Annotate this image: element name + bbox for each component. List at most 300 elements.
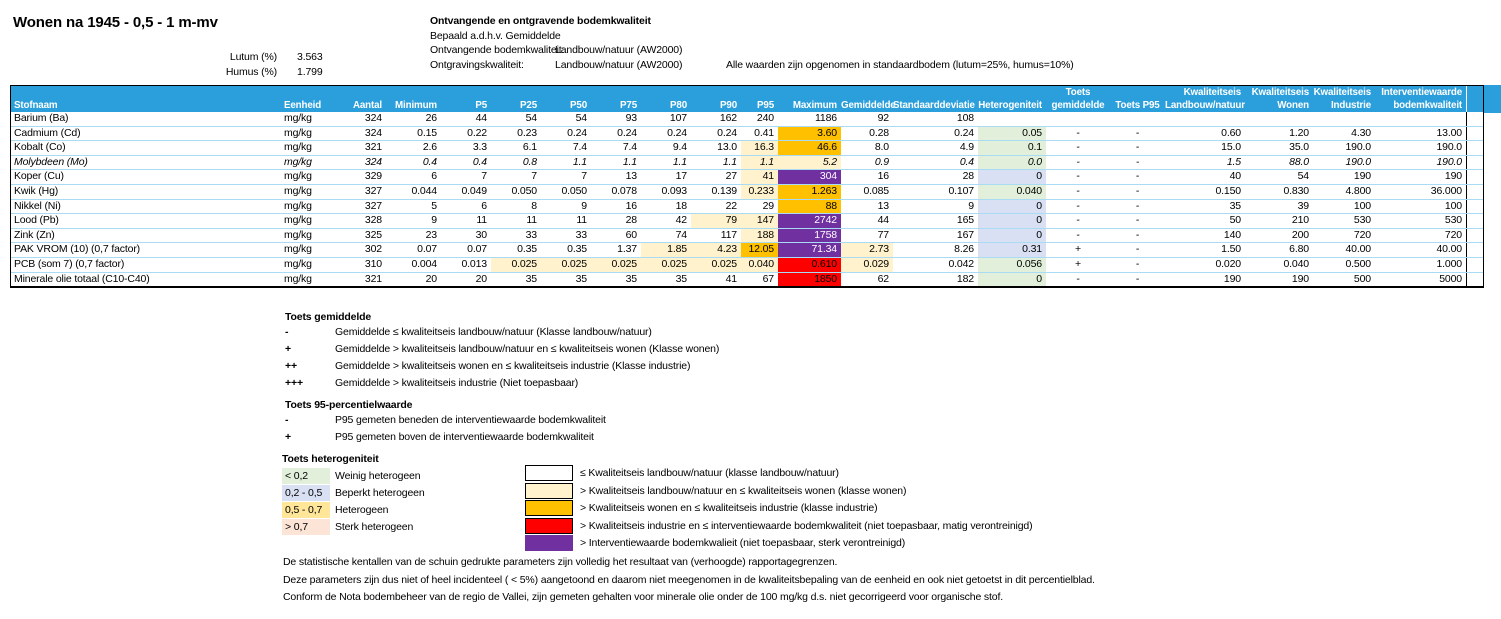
table-cell: 35 [525, 272, 537, 285]
table-cell [1466, 243, 1483, 257]
legend-item [285, 377, 578, 389]
table-cell: - [1076, 272, 1080, 285]
table-cell: 16 [877, 170, 889, 183]
table-cell: 50 [1229, 214, 1241, 227]
table-cell [1466, 214, 1483, 228]
table-cell [1466, 156, 1483, 170]
table-cell: 140 [1223, 228, 1241, 241]
table-cell: 5.2 [778, 156, 841, 170]
table-cell: 0.040 [978, 185, 1046, 199]
table-cell: 0.60 [1221, 126, 1241, 139]
legend-symbol: + [285, 431, 291, 443]
column-header: bodemkwaliteit [1393, 100, 1462, 111]
column-header: P5 [475, 100, 487, 111]
table-cell: 0.41 [754, 126, 774, 139]
table-cell: 15.0 [1221, 141, 1241, 154]
table-cell: 210 [1291, 214, 1309, 227]
table-cell: - [1135, 243, 1140, 256]
table-cell: 0.029 [841, 258, 893, 272]
table-row [11, 200, 1483, 215]
column-header [386, 86, 441, 99]
table-cell: 328 [364, 214, 382, 227]
table-cell: - [1135, 170, 1140, 183]
table-cell: 16 [625, 199, 637, 212]
column-header: Kwaliteitseis [1183, 87, 1241, 98]
table-cell: - [1135, 199, 1140, 212]
table-cell: 3.3 [472, 141, 487, 154]
table-cell: 324 [364, 155, 382, 168]
table-cell: 200 [1291, 228, 1309, 241]
table-cell: 41 [725, 272, 737, 285]
column-header [1466, 99, 1483, 112]
table-cell: 0.500 [1345, 257, 1371, 270]
table-cell: 190 [1291, 272, 1309, 285]
table-cell: 720 [1353, 228, 1371, 241]
table-cell: 1.000 [1436, 257, 1462, 270]
legend-heterogeniteit [282, 453, 425, 539]
info-subheading: Bepaald a.d.h.v. Gemiddelde [430, 30, 561, 42]
table-cell: 0.35 [517, 243, 537, 256]
table-cell: 9 [581, 199, 587, 212]
table-cell: 0.830 [1283, 184, 1309, 197]
table-cell: 30 [475, 228, 487, 241]
table-cell [1466, 170, 1483, 184]
table-cell: 0.093 [661, 184, 687, 197]
column-header [641, 86, 691, 99]
table-cell [1466, 112, 1483, 126]
table-cell: 304 [778, 170, 841, 184]
table-cell: 40.00 [1345, 243, 1371, 256]
table-cell: 7 [531, 170, 537, 183]
legend-text: P95 gemeten beneden de interventiewaarde bodemkwaliteit [335, 414, 606, 426]
table-cell: 0.24 [567, 126, 587, 139]
column-header: Eenheid [284, 100, 322, 111]
substance-name-cell: Lood (Pb) [14, 214, 59, 227]
table-cell: 79 [691, 214, 741, 228]
table-cell: - [1135, 126, 1140, 139]
table-cell: 327 [364, 184, 382, 197]
legend-item [285, 343, 719, 355]
info-row-label: Ontgravingskwaliteit: [430, 59, 524, 71]
table-cell: 9 [431, 214, 437, 227]
unit-cell: mg/kg [284, 112, 312, 124]
table-cell: - [1135, 214, 1140, 227]
table-cell [1375, 112, 1466, 126]
table-cell: 74 [675, 228, 687, 241]
legend-item [285, 414, 606, 426]
column-header: Kwaliteitseis [1251, 87, 1309, 98]
legend-text: > Kwaliteitseis industrie en ≤ interventiewaarde bodemkwaliteit (niet toepasbaar, matig verontreinigd) [580, 519, 1033, 532]
column-header: Landbouw/natuur [1165, 100, 1245, 111]
footnote: Deze parameters zijn dus niet of heel incidenteel ( < 5%) aangetoond en daarom niet meegenomen in de kwaliteitsbepaling van de eenheid en ook niet getoetst in dit percentielblad. [283, 573, 1095, 586]
column-header: Toets [1065, 87, 1091, 98]
table-cell: 321 [364, 272, 382, 285]
table-cell: - [1135, 184, 1140, 197]
table-cell: 0.24 [954, 126, 974, 139]
table-cell: 71.34 [778, 243, 841, 257]
table-cell: 33 [525, 228, 537, 241]
table-cell: 77 [877, 228, 889, 241]
color-swatch [525, 500, 573, 516]
table-cell: 0.610 [778, 258, 841, 272]
unit-cell: mg/kg [284, 170, 312, 183]
column-header [281, 86, 336, 99]
legend-text: Sterk heterogeen [335, 521, 414, 533]
column-header: Standaarddeviatie [893, 100, 975, 111]
color-swatch: > 0,7 [282, 519, 330, 535]
table-cell: 4.30 [1351, 126, 1371, 139]
table-cell: 190.0 [1345, 155, 1371, 168]
table-cell: 108 [956, 112, 974, 124]
table-cell: - [1135, 228, 1140, 241]
humus-label: Humus (%) [225, 66, 277, 78]
table-cell: 60 [625, 228, 637, 241]
table-cell: 35 [625, 272, 637, 285]
table-cell: - [1076, 199, 1080, 212]
table-cell: 1.37 [617, 243, 637, 256]
column-header: gemiddelde [1051, 100, 1105, 111]
table-cell: 7.4 [572, 141, 587, 154]
table-cell: 0.4 [959, 155, 974, 168]
table-cell: 2742 [778, 214, 841, 228]
standard-soil-note: Alle waarden zijn opgenomen in standaardbodem (lutum=25%, humus=10%) [726, 59, 1074, 71]
table-cell: 0.9 [874, 155, 889, 168]
table-cell: 188 [741, 229, 778, 243]
table-cell: 500 [1353, 272, 1371, 285]
footnote: De statistische kentallen van de schuin gedrukte parameters zijn volledig het resultaat van (verhoogde) rapportagegrenzen. [283, 556, 838, 568]
table-cell: 1.5 [1226, 155, 1241, 168]
table-cell [1466, 185, 1483, 199]
column-header: Gemiddelde [841, 100, 896, 111]
table-cell: 36.000 [1430, 184, 1462, 197]
table-cell: 321 [364, 141, 382, 154]
table-cell: 0.044 [411, 184, 437, 197]
table-cell: 6.80 [1289, 243, 1309, 256]
substance-name-cell: Kobalt (Co) [14, 141, 66, 154]
column-header: Heterogeniteit [978, 100, 1042, 111]
table-cell [1466, 141, 1483, 155]
substance-name-cell: Cadmium (Cd) [14, 126, 81, 139]
color-swatch: 0,2 - 0,5 [282, 485, 330, 501]
table-cell: 12.05 [741, 243, 778, 257]
substance-name-cell: Koper (Cu) [14, 170, 64, 183]
unit-cell: mg/kg [284, 141, 312, 154]
table-cell: 0.025 [541, 258, 591, 272]
table-cell [978, 112, 1046, 126]
table-row [11, 127, 1483, 142]
unit-cell: mg/kg [284, 155, 312, 168]
table-cell [1165, 112, 1245, 126]
table-cell: 4.9 [959, 141, 974, 154]
legend-item [285, 360, 690, 372]
column-header [691, 86, 741, 99]
legend-symbol: + [285, 343, 291, 355]
column-header [11, 86, 281, 99]
column-header: P95 [757, 100, 774, 111]
table-cell: 1.20 [1289, 126, 1309, 139]
table-cell: 0.025 [491, 258, 541, 272]
table-cell: 0.050 [511, 184, 537, 197]
table-cell [1046, 112, 1110, 126]
table-cell: 3.60 [778, 127, 841, 141]
table-cell: 4.23 [691, 243, 741, 257]
legend-title: Toets gemiddelde [285, 311, 372, 323]
lutum-label: Lutum (%) [229, 51, 277, 63]
table-cell: 325 [364, 228, 382, 241]
table-cell: 93 [625, 112, 637, 124]
table-cell: 100 [1353, 199, 1371, 212]
legend-text: > Kwaliteitseis landbouw/natuur en ≤ kwaliteitseis wonen (klasse wonen) [580, 484, 907, 497]
table-cell: 0.07 [467, 243, 487, 256]
table-cell: 35.0 [1289, 141, 1309, 154]
table-cell: 13.00 [1436, 126, 1462, 139]
column-header [491, 86, 541, 99]
table-cell: 0.0 [978, 156, 1046, 170]
table-cell: - [1135, 272, 1140, 285]
table-cell [1466, 127, 1483, 141]
table-cell: - [1076, 214, 1080, 227]
table-cell: 16.3 [741, 141, 778, 155]
color-swatch [525, 535, 573, 551]
table-row [11, 141, 1483, 156]
table-cell: 240 [756, 112, 774, 124]
table-cell: 324 [364, 126, 382, 139]
legend-title: Toets 95-percentielwaarde [285, 399, 413, 411]
column-header: P90 [720, 100, 737, 111]
table-cell: 8 [531, 199, 537, 212]
table-cell: 329 [364, 170, 382, 183]
column-header [778, 86, 841, 99]
table-cell: 44 [475, 112, 487, 124]
table-cell: 0.085 [863, 184, 889, 197]
table-cell: 0.107 [948, 184, 974, 197]
table-cell: - [1076, 126, 1080, 139]
header-strip [1484, 85, 1501, 113]
substance-name-cell: Nikkel (Ni) [14, 199, 61, 212]
table-cell: 0 [978, 214, 1046, 228]
legend-symbol: - [285, 326, 289, 338]
table-cell: 4.800 [1345, 184, 1371, 197]
table-cell: - [1076, 170, 1080, 183]
table-cell: 100 [1444, 199, 1462, 212]
table-cell: 0.4 [422, 155, 437, 168]
table-cell: 530 [1353, 214, 1371, 227]
table-cell [1466, 229, 1483, 243]
table-cell: 0.28 [869, 126, 889, 139]
table-cell: 62 [877, 272, 889, 285]
legend-text: Gemiddelde > kwaliteitseis landbouw/natuur en ≤ kwaliteitseis wonen (Klasse wonen) [335, 343, 720, 355]
table-cell: 13 [625, 170, 637, 183]
table-cell: 27 [725, 170, 737, 183]
table-cell: 2.6 [422, 141, 437, 154]
column-header: Wonen [1277, 100, 1309, 111]
table-cell: 41 [741, 170, 778, 184]
table-cell: 44 [877, 214, 889, 227]
table-cell: 0.233 [741, 185, 778, 199]
table-cell: 7 [581, 170, 587, 183]
column-header: Maximum [792, 100, 837, 111]
table-cell: 147 [741, 214, 778, 228]
table-cell: 13 [877, 199, 889, 212]
table-cell: 530 [1444, 214, 1462, 227]
unit-cell: mg/kg [284, 184, 312, 197]
table-cell: 35 [675, 272, 687, 285]
table-cell: 8.0 [874, 141, 889, 154]
table-cell: 46.6 [778, 141, 841, 155]
table-cell [1466, 273, 1483, 287]
legend-text: Gemiddelde ≤ kwaliteitseis landbouw/natuur (Klasse landbouw/natuur) [335, 326, 652, 338]
table-cell: 0.150 [1215, 184, 1241, 197]
table-cell: 0.020 [1215, 257, 1241, 270]
table-cell: 0.025 [641, 258, 691, 272]
legend-text: Beperkt heterogeen [335, 487, 425, 499]
table-cell [1110, 112, 1165, 126]
table-cell: 42 [675, 214, 687, 227]
table-cell: 7.4 [622, 141, 637, 154]
substance-name-cell: Zink (Zn) [14, 228, 55, 241]
table-cell: 0.8 [522, 155, 537, 168]
table-cell: 0 [978, 273, 1046, 287]
column-header: Interventiewaarde [1381, 87, 1462, 98]
humus-value: 1.799 [297, 66, 323, 78]
info-heading: Ontvangende en ontgravende bodemkwaliteit [430, 15, 651, 27]
table-cell: 28 [962, 170, 974, 183]
table-cell: 7 [481, 170, 487, 183]
column-header: P25 [520, 100, 537, 111]
legend-text: P95 gemeten boven de interventiewaarde bodemkwaliteit [335, 431, 594, 443]
legend-text: ≤ Kwaliteitseis landbouw/natuur (klasse landbouw/natuur) [580, 467, 839, 479]
table-cell: 11 [476, 214, 487, 227]
legend-p95 [285, 399, 606, 451]
column-header: P75 [620, 100, 637, 111]
table-cell: 190 [1223, 272, 1241, 285]
table-cell: 167 [956, 228, 974, 241]
unit-cell: mg/kg [284, 257, 312, 270]
table-cell [1245, 112, 1313, 126]
table-cell: 26 [425, 112, 437, 124]
unit-cell: mg/kg [284, 199, 312, 212]
table-cell: 0.24 [617, 126, 637, 139]
table-row [11, 185, 1483, 200]
table-cell: 9 [968, 199, 974, 212]
table-cell: 310 [364, 257, 382, 270]
legend-text: Weinig heterogeen [335, 470, 421, 482]
table-cell: 0 [978, 170, 1046, 184]
table-cell: 1.1 [572, 155, 587, 168]
table-cell: 1758 [778, 229, 841, 243]
table-cell: 0.004 [411, 257, 437, 270]
column-header [841, 86, 893, 99]
table-cell: - [1135, 155, 1140, 168]
info-row-value: Landbouw/natuur (AW2000) [555, 59, 683, 71]
table-row [11, 273, 1483, 287]
color-swatch: 0,5 - 0,7 [282, 502, 330, 518]
table-cell: 107 [669, 112, 687, 124]
unit-cell: mg/kg [284, 272, 312, 285]
substance-name-cell: Minerale olie totaal (C10-C40) [14, 272, 150, 285]
table-cell: 1.1 [622, 155, 637, 168]
legend-symbol: ++ [285, 360, 297, 372]
unit-cell: mg/kg [284, 243, 312, 256]
table-cell: 0.049 [461, 184, 487, 197]
legend-title: Toets heterogeniteit [282, 453, 379, 465]
legend-item [285, 431, 594, 443]
table-cell: 5 [431, 199, 437, 212]
info-row-label: Ontvangende bodemkwaliteit: [430, 44, 565, 56]
table-cell: - [1076, 155, 1080, 168]
table-cell: 20 [475, 272, 487, 285]
table-cell: 29 [762, 199, 774, 212]
legend-text: > Interventiewaarde bodemkwalieit (niet toepasbaar, sterk verontreinigd) [580, 537, 906, 549]
table-cell: - [1076, 141, 1080, 154]
column-header: P50 [570, 100, 587, 111]
column-header: Minimum [395, 100, 437, 111]
table-cell: 190 [1444, 170, 1462, 183]
table-cell: + [1075, 243, 1081, 256]
table-cell: 9.4 [672, 141, 687, 154]
table-cell: 1.1 [741, 156, 778, 170]
table-header [11, 86, 1483, 112]
substance-name-cell: Kwik (Hg) [14, 184, 59, 197]
table-cell: 54 [575, 112, 587, 124]
unit-cell: mg/kg [284, 214, 312, 227]
table-cell [1313, 112, 1375, 126]
table-cell: 5000 [1439, 272, 1462, 285]
substance-name-cell: Molybdeen (Mo) [14, 155, 88, 168]
table-cell: 6 [481, 199, 487, 212]
substance-name-cell: PCB (som 7) (0,7 factor) [14, 257, 125, 270]
table-row [11, 112, 1483, 127]
column-header [978, 86, 1046, 99]
table-cell: 17 [675, 170, 687, 183]
table-cell: 327 [364, 199, 382, 212]
legend-symbol: - [285, 414, 289, 426]
column-header: Industrie [1330, 100, 1371, 111]
table-cell: 1186 [815, 112, 837, 124]
column-header [1110, 86, 1165, 99]
table-cell: + [1075, 257, 1081, 270]
table-cell: 0 [978, 200, 1046, 214]
table-cell: 0.24 [667, 126, 687, 139]
table-cell: 88 [778, 200, 841, 214]
table-cell: 0.025 [691, 258, 741, 272]
column-header: Stofnaam [14, 100, 58, 111]
footnotes [283, 554, 1095, 607]
table-cell: 0.35 [567, 243, 587, 256]
table-cell: 190 [1353, 170, 1371, 183]
table-cell: 162 [719, 112, 737, 124]
table-cell: 1.50 [1221, 243, 1241, 256]
substance-name-cell: Barium (Ba) [14, 112, 69, 124]
table-cell: 0.24 [717, 126, 737, 139]
table-cell: 0.013 [461, 257, 487, 270]
table-cell: 67 [762, 272, 774, 285]
table-cell: 6.1 [522, 141, 537, 154]
column-header [336, 86, 386, 99]
table-cell: 2.73 [841, 243, 893, 257]
substance-name-cell: PAK VROM (10) (0,7 factor) [14, 243, 141, 256]
table-row [11, 214, 1483, 229]
table-cell: 1.1 [672, 155, 687, 168]
table-cell: 35 [1229, 199, 1241, 212]
table-cell: 92 [877, 112, 889, 124]
table-cell: 1850 [778, 273, 841, 287]
table-cell: 40.00 [1436, 243, 1462, 256]
page-title: Wonen na 1945 - 0,5 - 1 m-mv [13, 14, 218, 31]
legend-symbol: +++ [285, 377, 303, 389]
column-header: Aantal [352, 100, 382, 111]
table-cell: 0.139 [711, 184, 737, 197]
